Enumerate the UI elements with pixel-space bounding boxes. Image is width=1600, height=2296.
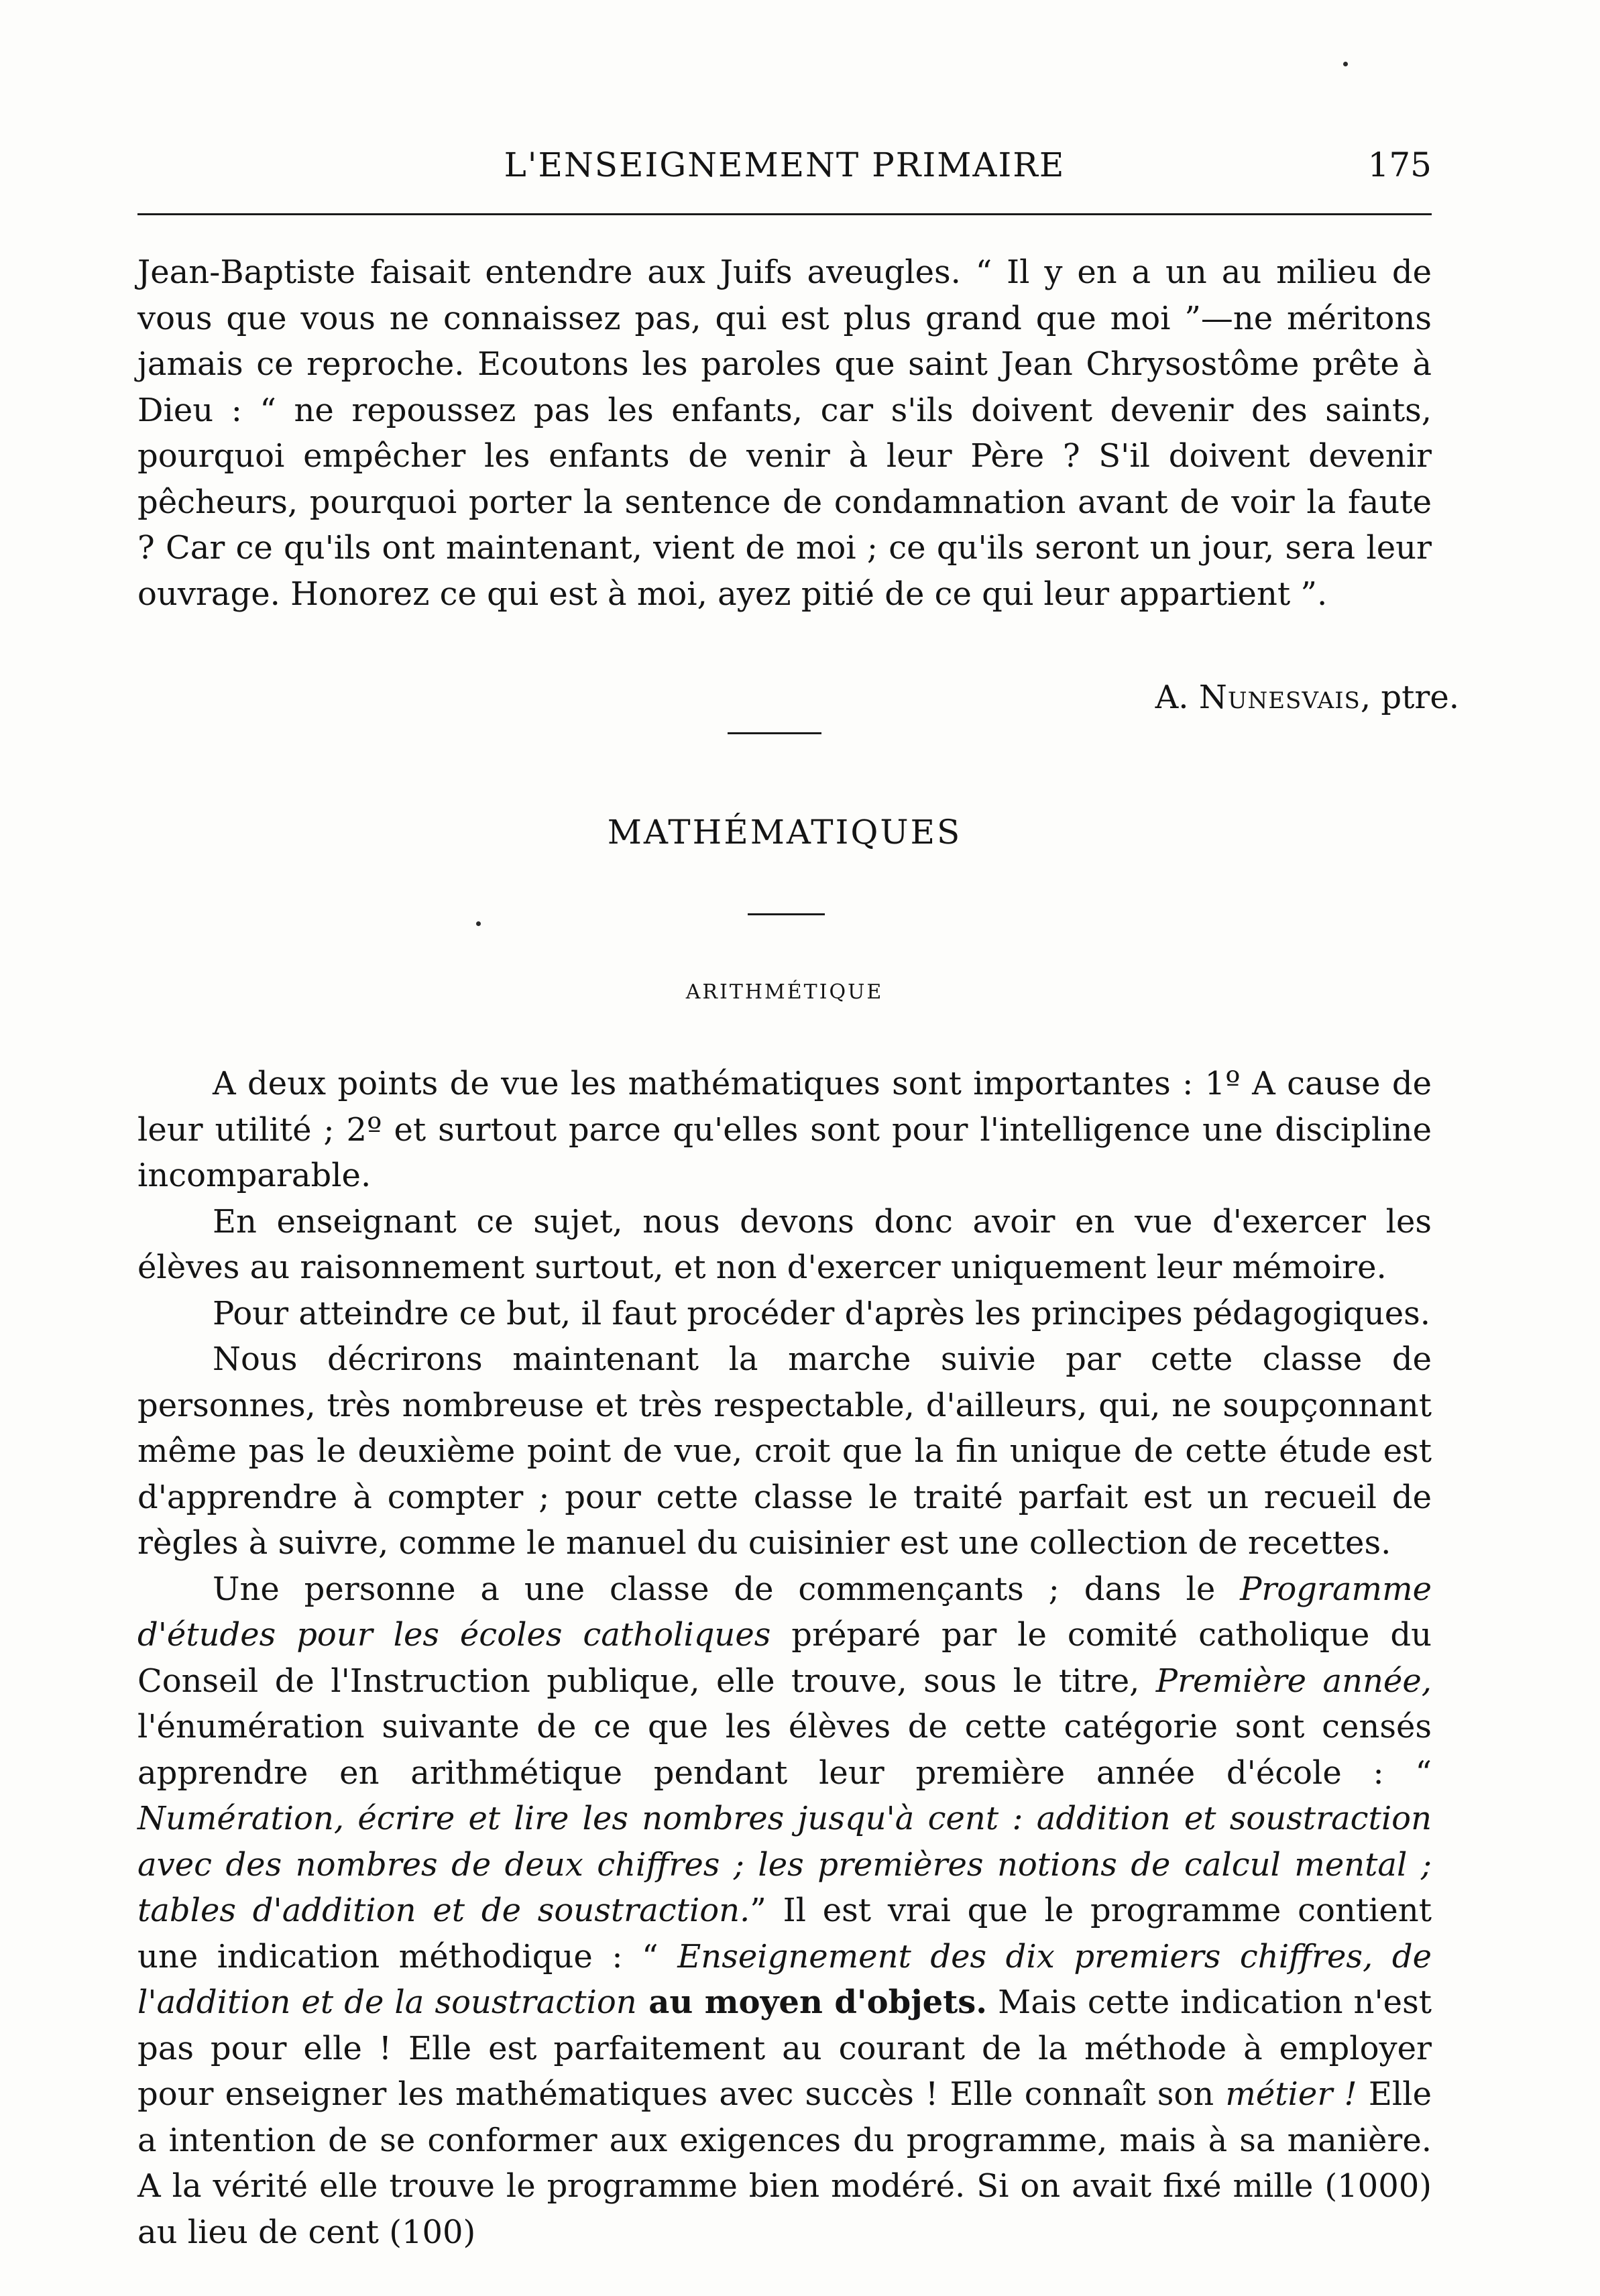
- body-paragraph-3: Pour atteindre ce but, il faut procéder d'après les principes pédagogiques.: [213, 1294, 1431, 1332]
- separator-rule-short: [748, 913, 825, 915]
- body-text: [137, 1061, 1432, 2255]
- text-run: Une personne a une classe de commençants ; dans le: [213, 1570, 1241, 1608]
- italic-metier: métier !: [1225, 2075, 1357, 2113]
- text-run: ” Il est vrai que le programme contient une indication méthodique : “: [137, 1892, 1432, 1975]
- text-run: Elle a intention de se conformer aux exigences du programme, mais à sa manière. A la vérité elle trouve le programme bien modéré. Si on avait fixé mille (1000) au lieu de cent (100): [137, 2075, 1432, 2251]
- italic-method-quote: Enseignement des dix premiers chiffres, de l'addition et de la soustraction: [137, 1937, 1432, 2021]
- quote-paragraph-block: [137, 249, 1432, 617]
- page-number: 175: [1367, 146, 1432, 184]
- signature-name: Nunesvais: [1198, 679, 1361, 716]
- body-paragraph-5: [137, 1566, 1432, 2256]
- section-title: MATHÉMATIQUES: [607, 813, 962, 852]
- header-rule: [137, 213, 1432, 215]
- signature-suffix: , ptre.: [1360, 679, 1459, 716]
- text-run: préparé par le comité catholique du Conseil de l'Instruction publique, elle trouve, sous le titre,: [137, 1616, 1432, 1700]
- scan-speck: [476, 921, 481, 926]
- section-subtitle: ARITHMÉTIQUE: [685, 980, 884, 1004]
- italic-program-title: Programme d'études pour les écoles catholiques: [137, 1570, 1432, 1654]
- italic-year-title: Première année,: [1155, 1662, 1432, 1700]
- page-header: [137, 137, 1432, 198]
- scan-speck: [1343, 62, 1348, 66]
- text-run: l'énumération suivante de ce que les élèves de cette catégorie sont censés apprendre en arithmétique pendant leur première année d'école : “: [137, 1708, 1432, 1792]
- body-paragraph-4: Nous décrirons maintenant la marche suivie par cette classe de personnes, très nombreuse et très respectable, d'ailleurs, qui, ne soupçonnant même pas le deuxième point de vue, croit que la fin unique de cette étude est d'apprendre à compter ; pour cette classe le traité parfait est un recueil de règles à suivre, comme le manuel du cuisinier est une collection de recettes.: [137, 1340, 1432, 1562]
- italic-curriculum-quote: Numération, écrire et lire les nombres jusqu'à cent : addition et soustraction avec des nombres de deux chiffres ; les premières notions de calcul mental ; tables d'addition et de soustraction.: [137, 1800, 1432, 1929]
- signature: [1155, 679, 1459, 716]
- running-title: L'ENSEIGNEMENT PRIMAIRE: [504, 146, 1066, 184]
- separator-rule: [728, 732, 821, 734]
- bold-emphasis: au moyen d'objets.: [636, 1984, 988, 2021]
- text-run: Mais cette indication n'est pas pour elle ! Elle est parfaitement au courant de la méthode à employer pour enseigner les mathématiques avec succès ! Elle connaît son: [137, 1984, 1432, 2113]
- signature-initial: A.: [1155, 679, 1189, 716]
- body-paragraph-1: A deux points de vue les mathématiques sont importantes : 1º A cause de leur utilité ; 2º et surtout parce qu'elles sont pour l'intelligence une discipline incomparable.: [137, 1065, 1432, 1194]
- quote-paragraph: Jean-Baptiste faisait entendre aux Juifs aveugles. “ Il y en a un au milieu de vous que vous ne connaissez pas, qui est plus grand que moi ”—ne méritons jamais ce reproche. Ecoutons les paroles que saint Jean Chrysostôme prête à Dieu : “ ne repoussez pas les enfants, car s'ils doivent devenir des saints, pourquoi empêcher les enfants de venir à leur Père ? S'il doivent devenir pêcheurs, pourquoi porter la sentence de condamnation avant de voir la faute ? Car ce qu'ils ont maintenant, vient de moi ; ce qu'ils seront un jour, sera leur ouvrage. Honorez ce qui est à moi, ayez pitié de ce qui leur appartient ”.: [137, 253, 1432, 613]
- body-paragraph-2: En enseignant ce sujet, nous devons donc avoir en vue d'exercer les élèves au raisonnement surtout, et non d'exercer uniquement leur mémoire.: [137, 1202, 1432, 1286]
